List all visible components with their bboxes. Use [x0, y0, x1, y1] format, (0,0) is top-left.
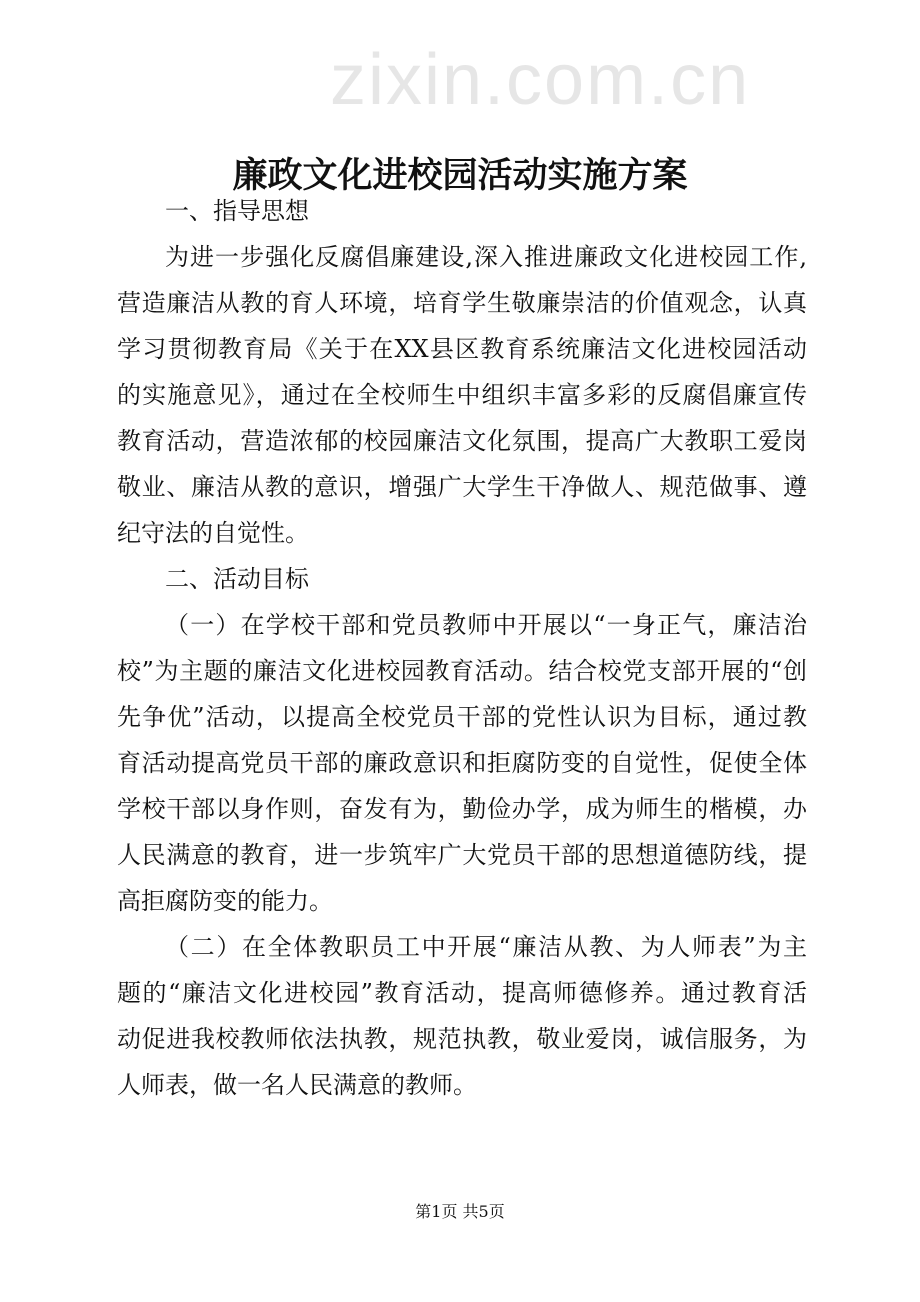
text-line: 学习贯彻教育局《关于在XX县区教育系统廉洁文化进校园活动 [117, 335, 807, 363]
paragraph [117, 611, 807, 915]
text-line: 动促进我校教师依法执教，规范执教，敬业爱岗，诚信服务，为 [117, 1025, 807, 1053]
text-line: 营造廉洁从教的育人环境，培育学生敬廉崇洁的价值观念，认真 [117, 289, 807, 317]
text-line: 教育活动，营造浓郁的校园廉洁文化氛围，提高广大教职工爱岗 [117, 427, 807, 455]
text-line: （二）在全体教职员工中开展“廉洁从教、为人师表”为主 [165, 933, 807, 961]
text-line: （一）在学校干部和党员教师中开展以“一身正气，廉洁治 [165, 611, 807, 639]
text-line: 纪守法的自觉性。 [117, 519, 309, 547]
watermark: zixin.com.cn [330, 40, 751, 120]
text-line: 高拒腐防变的能力。 [117, 887, 333, 915]
section-heading [117, 565, 807, 593]
text-line: 人师表，做一名人民满意的教师。 [117, 1071, 477, 1099]
text-line: 人民满意的教育，进一步筑牢广大党员干部的思想道德防线，提 [117, 841, 807, 869]
text-line: 敬业、廉洁从教的意识，增强广大学生干净做人、规范做事、遵 [117, 473, 807, 501]
text-line: 的实施意见》，通过在全校师生中组织丰富多彩的反腐倡廉宣传 [117, 381, 807, 409]
text-line: 校”为主题的廉洁文化进校园教育活动。结合校党支部开展的“创 [117, 657, 807, 685]
text-line: 二、活动目标 [165, 565, 309, 593]
text-line: 一、指导思想 [165, 197, 309, 225]
document-body [117, 197, 807, 1117]
section-heading [117, 197, 807, 225]
text-line: 学校干部以身作则，奋发有为，勤俭办学，成为师生的楷模，办 [117, 795, 807, 823]
text-line: 育活动提高党员干部的廉政意识和拒腐防变的自觉性，促使全体 [117, 749, 807, 777]
paragraph [117, 933, 807, 1099]
text-line: 先争优”活动，以提高全校党员干部的党性认识为目标，通过教 [117, 703, 807, 731]
paragraph [117, 243, 807, 547]
document-title: 廉政文化进校园活动实施方案 [232, 155, 688, 196]
page-footer: 第1页 共5页 [415, 1202, 505, 1221]
text-line: 为进一步强化反腐倡廉建设,深入推进廉政文化进校园工作, [165, 243, 807, 271]
text-line: 题的“廉洁文化进校园”教育活动，提高师德修养。通过教育活 [117, 979, 807, 1007]
